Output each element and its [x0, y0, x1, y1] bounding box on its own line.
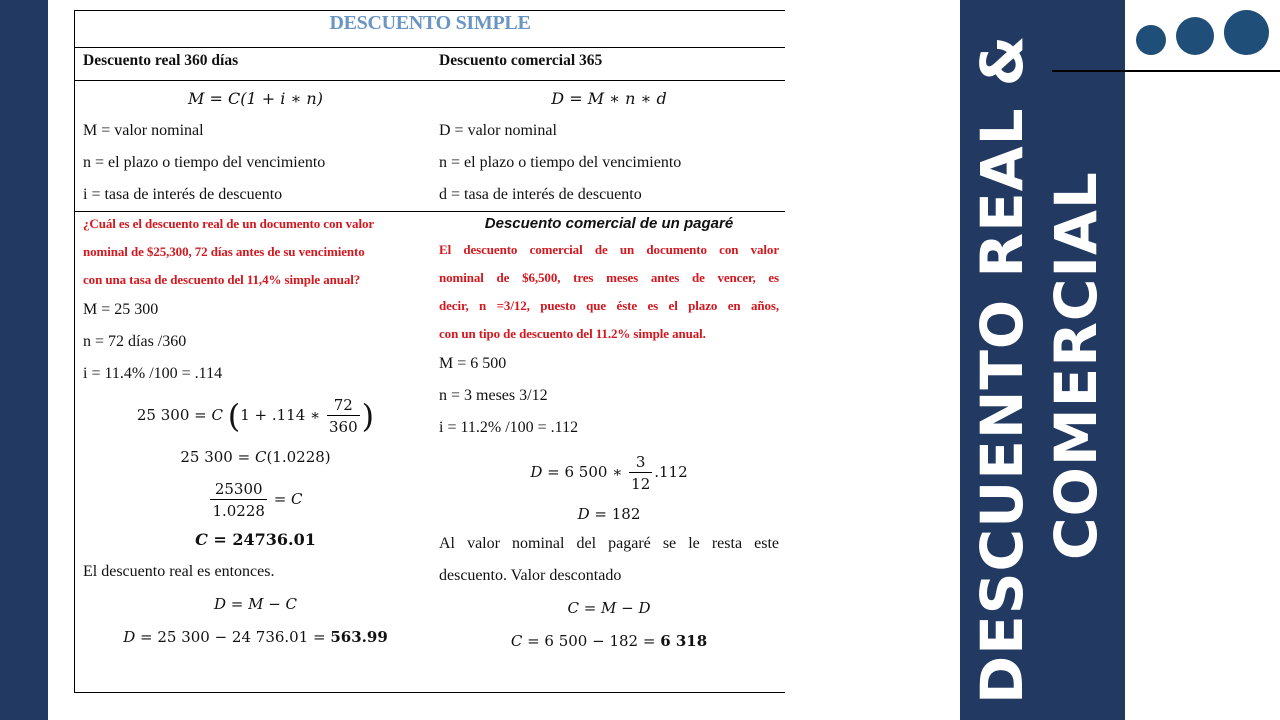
side-title-panel [960, 0, 1125, 720]
examples-row [75, 212, 785, 693]
conclusion-text: El descuento real es entonces. [83, 563, 275, 580]
discount-table [74, 10, 785, 693]
equation-2: 25 300 = C(1.0228) [180, 448, 331, 466]
given-value: n = 3 meses 3/12 [439, 387, 548, 404]
fraction: $\frac{3}{12}$ [631, 452, 651, 493]
given-value: M = 6 500 [439, 355, 507, 372]
given-value: M = 25 300 [83, 301, 159, 318]
side-title [960, 0, 1125, 720]
given-value: i = 11.2% /100 = .112 [439, 419, 579, 436]
real-formula: M = C(1 + i ∗ n) [188, 89, 323, 108]
table-title: DESCUENTO SIMPLE [329, 12, 531, 34]
header-commercial-discount: Descuento comercial 365 [439, 52, 603, 69]
equation-1: 25 300 = C (1 + .114 ∗ $\frac{72}{360}$ ) [136, 395, 375, 436]
explanation-line: descuento. Valor descontado [439, 567, 622, 584]
decorative-divider-line [1052, 70, 1280, 72]
table-header-row [75, 48, 785, 81]
decorative-dot-large-icon [1224, 10, 1269, 55]
definition-item: i = tasa de interés de descuento [83, 186, 283, 203]
equation-5: D = M − C [213, 595, 298, 613]
problem-line: nominal de $25,300, 72 días antes de su vencimiento [83, 244, 365, 259]
left-decorative-band [0, 0, 48, 720]
equation-4-result: C = 24736.01 [195, 530, 316, 549]
table-title-row [75, 11, 785, 48]
commercial-result: 6 318 [660, 632, 708, 650]
given-value: i = 11.4% /100 = .114 [83, 365, 223, 382]
fraction: $\frac{25300}{1.0228}$ [212, 479, 265, 520]
explanation-line: Al valor nominal del pagaré se le resta este [439, 535, 779, 552]
problem-line: con un tipo de descuento del 11.2% simple anual. [439, 326, 706, 341]
definition-item: D = valor nominal [439, 122, 557, 139]
decorative-dot-medium-icon [1176, 17, 1214, 55]
problem-line: El descuento comercial de un documento con valor [439, 242, 779, 257]
equation-3: $\frac{25300}{1.0228}$ = C [212, 479, 303, 520]
definition-item: M = valor nominal [83, 122, 204, 139]
commercial-discount-example [439, 212, 779, 658]
side-title-line-2: COMERCIAL [1042, 171, 1110, 560]
real-discount-result: 563.99 [330, 628, 388, 646]
equation-6: D = 25 300 − 24 736.01 = 563.99 [123, 628, 388, 646]
real-discount-example [83, 210, 428, 654]
problem-line: decir, n =3/12, puesto que éste es el plazo en años, [439, 298, 779, 313]
real-definitions [83, 83, 428, 211]
problem-line: ¿Cuál es el descuento real de un documento con valor [83, 216, 375, 231]
problem-line: con una tasa de descuento del 11,4% simple anual? [83, 272, 361, 287]
side-title-line-1: DESCUENTO REAL & [968, 34, 1036, 704]
commercial-formula: D = M ∗ n ∗ d [551, 89, 667, 108]
decorative-dot-small-icon [1136, 25, 1166, 55]
header-real-discount: Descuento real 360 días [83, 52, 239, 69]
equation-4: C = 6 500 − 182 = 6 318 [510, 632, 708, 650]
definition-item: n = el plazo o tiempo del vencimiento [83, 154, 326, 171]
definition-item: n = el plazo o tiempo del vencimiento [439, 154, 682, 171]
fraction: $\frac{72}{360}$ [329, 395, 358, 436]
definition-item: d = tasa de interés de descuento [439, 186, 642, 203]
example-subtitle: Descuento comercial de un pagaré [484, 215, 734, 232]
equation-3: C = M − D [567, 599, 651, 617]
equation-1: D = 6 500 ∗ $\frac{3}{12}$ .112 [530, 452, 688, 493]
equation-2: D = 182 [577, 505, 641, 523]
definitions-row [75, 81, 785, 212]
problem-line: nominal de $6,500, tres meses antes de vencer, es [439, 270, 779, 285]
given-value: n = 72 días /360 [83, 333, 187, 350]
commercial-definitions [439, 83, 779, 211]
